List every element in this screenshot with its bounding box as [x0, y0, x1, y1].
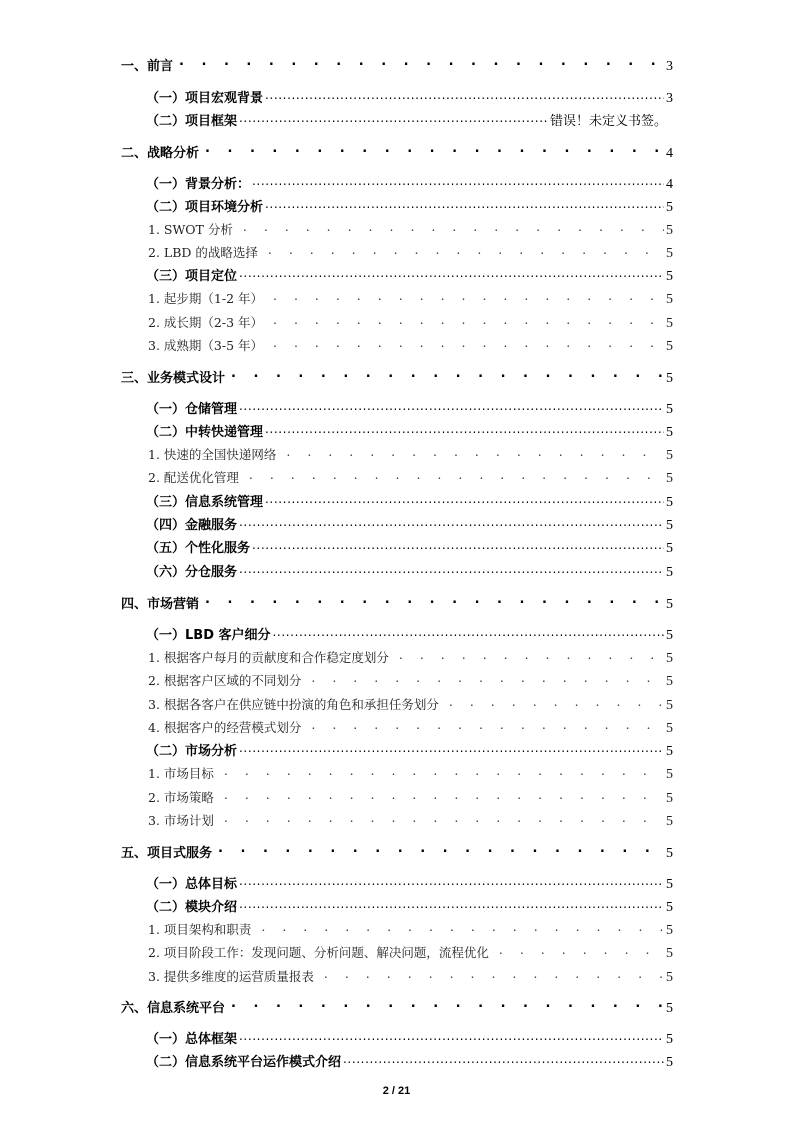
toc-entry[interactable]: [148, 920, 673, 939]
dot-leader: [214, 844, 664, 857]
toc-entry-page: 4: [666, 146, 673, 161]
toc-entry[interactable]: [146, 873, 673, 893]
dot-leader: [216, 766, 664, 779]
toc-entry-label: （一）项目宏观背景: [146, 91, 264, 106]
toc-entry-label: 1. 项目架构和职责: [148, 922, 252, 937]
dot-leader: [239, 112, 548, 125]
dot-leader: [391, 650, 664, 663]
toc-entry-label: （三）信息系统管理: [146, 495, 264, 510]
dot-leader: [239, 1030, 664, 1043]
toc-entry-page: 5: [666, 448, 673, 463]
toc-entry-label: （二）市场分析: [146, 744, 238, 759]
toc-entry[interactable]: [148, 220, 673, 239]
toc-entry[interactable]: [148, 289, 673, 308]
toc-entry-label: （四）金融服务: [146, 518, 238, 533]
toc-entry-page: 5: [666, 200, 673, 215]
toc-entry[interactable]: [148, 336, 673, 355]
toc-entry-label: （二）模块介绍: [146, 900, 238, 915]
dot-leader: [441, 697, 664, 710]
toc-entry-label: 4. 根据客户的经营模式划分: [148, 720, 302, 735]
toc-entry[interactable]: [146, 265, 673, 285]
toc-entry[interactable]: [148, 695, 673, 714]
dot-leader: [265, 423, 664, 436]
toc-entry-page: 5: [666, 316, 673, 331]
toc-entry-page: 5: [666, 791, 673, 806]
toc-entry-label: 五、项目式服务: [121, 846, 213, 861]
toc-entry-label: （一）背景分析：: [146, 177, 251, 192]
toc-entry[interactable]: [146, 561, 673, 581]
toc-entry-strategy[interactable]: [121, 142, 673, 162]
page-number: 2 / 21: [382, 1085, 411, 1097]
dot-leader: [216, 790, 664, 803]
toc-entry[interactable]: [148, 811, 673, 830]
toc-entry[interactable]: [148, 764, 673, 783]
dot-leader: [239, 400, 664, 413]
toc-entry-label: 3. 成熟期（3-5 年）: [148, 338, 264, 353]
toc-entry-page: 5: [666, 767, 673, 782]
dot-leader: [239, 516, 664, 529]
dot-leader: [253, 922, 664, 935]
toc-entry[interactable]: [146, 537, 673, 557]
toc-entry[interactable]: [146, 491, 673, 511]
toc-entry-label: 3. 根据各客户在供应链中扮演的角色和承担任务划分: [148, 697, 439, 712]
dot-leader: [241, 470, 664, 483]
toc-entry-label: （一）总体框架: [146, 1032, 238, 1047]
dot-leader: [239, 898, 664, 911]
dot-leader: [265, 89, 664, 102]
toc-entry-label: （二）项目环境分析: [146, 200, 264, 215]
dot-leader: [227, 369, 664, 382]
toc-entry-page: 5: [666, 425, 673, 440]
toc-entry-label: （一）仓储管理: [146, 402, 238, 417]
toc-entry-page: 5: [666, 292, 673, 307]
dot-leader: [216, 813, 664, 826]
toc-entry-page: 5: [666, 628, 673, 643]
toc-entry-label: 2. 项目阶段工作：发现问题、分析问题、解决问题，流程优化: [148, 945, 489, 960]
toc-entry-preface[interactable]: [121, 55, 673, 75]
toc-entry-page: 5: [666, 518, 673, 533]
toc-entry-page: 5: [666, 402, 673, 417]
toc-entry-page: 5: [666, 721, 673, 736]
dot-leader: [316, 969, 664, 982]
toc-entry-page: 5: [666, 269, 673, 284]
toc-entry-marketing[interactable]: [121, 593, 673, 613]
toc-entry-label: 三、业务模式设计: [121, 371, 226, 386]
toc-entry[interactable]: [146, 398, 673, 418]
toc-entry[interactable]: [148, 788, 673, 807]
toc-entry-label: 3. 市场计划: [148, 813, 214, 828]
dot-leader: [239, 563, 664, 576]
dot-leader: [175, 57, 664, 70]
toc-entry-page: 5: [666, 877, 673, 892]
dot-leader: [273, 626, 664, 639]
dot-leader: [491, 945, 664, 958]
toc-entry-page: 5: [666, 565, 673, 580]
toc-entry-label: （二）信息系统平台运作模式介绍: [146, 1055, 342, 1070]
dot-leader: [278, 447, 664, 460]
dot-leader: [265, 291, 664, 304]
toc-entry-page: 5: [666, 246, 673, 261]
dot-leader: [303, 673, 664, 686]
dot-leader: [265, 493, 664, 506]
toc-entry-page: 5: [666, 946, 673, 961]
dot-leader: [303, 720, 664, 733]
toc-entry-label: （三）项目定位: [146, 269, 238, 284]
toc-entry[interactable]: [146, 624, 673, 644]
toc-entry-label: 二、战略分析: [121, 146, 200, 161]
toc-entry-label: 1. SWOT 分析: [148, 222, 233, 237]
toc-entry[interactable]: [146, 196, 673, 216]
toc-entry[interactable]: [148, 671, 673, 690]
toc-entry[interactable]: [146, 87, 673, 107]
dot-leader: [201, 144, 664, 157]
toc-entry-page: 5: [666, 651, 673, 666]
toc-entry-page: 5: [666, 1032, 673, 1047]
toc-entry-page: 5: [666, 923, 673, 938]
toc-entry-info-system[interactable]: [121, 997, 673, 1017]
toc-entry-page: 5: [666, 223, 673, 238]
toc-entry-label: （六）分仓服务: [146, 565, 238, 580]
toc-entry-label: 1. 起步期（1-2 年）: [148, 291, 264, 306]
toc-entry[interactable]: [146, 110, 667, 129]
toc-entry[interactable]: [146, 514, 673, 534]
toc-entry-page: 5: [666, 1055, 673, 1070]
dot-leader: [201, 595, 664, 608]
toc-entry-page: 5: [666, 371, 673, 386]
toc-entry-label: （二）中转快递管理: [146, 425, 264, 440]
toc-entry-page: 5: [666, 846, 673, 861]
dot-leader: [265, 315, 664, 328]
toc-entry-label: （二）项目框架: [146, 114, 238, 129]
dot-leader: [239, 267, 664, 280]
toc-entry-project-service[interactable]: [121, 842, 673, 862]
toc-entry[interactable]: [148, 243, 673, 262]
toc-entry[interactable]: [146, 1028, 673, 1048]
toc-entry-label: 2. 市场策略: [148, 790, 214, 805]
dot-leader: [343, 1053, 664, 1066]
toc-entry[interactable]: [146, 421, 673, 441]
dot-leader: [260, 245, 664, 258]
toc-entry-label: （一）总体目标: [146, 877, 238, 892]
toc-entry-page: 5: [666, 900, 673, 915]
dot-leader: [239, 875, 664, 888]
toc-entry-page: 5: [666, 541, 673, 556]
toc-entry[interactable]: [148, 313, 673, 332]
toc-entry-label: （一）LBD 客户细分: [146, 628, 271, 643]
dot-leader: [252, 539, 664, 552]
toc-entry-page: 5: [666, 339, 673, 354]
toc-entry-label: （五）个性化服务: [146, 541, 251, 556]
toc-entry[interactable]: [146, 896, 673, 916]
toc-entry[interactable]: [148, 648, 673, 667]
toc-entry-page: 5: [666, 970, 673, 985]
toc-entry-page: 5: [666, 495, 673, 510]
toc-entry[interactable]: [148, 718, 673, 737]
dot-leader: [227, 999, 664, 1012]
toc-entry-label: 六、信息系统平台: [121, 1001, 226, 1016]
toc-entry[interactable]: [148, 967, 673, 986]
toc-entry-page: 5: [666, 471, 673, 486]
toc-entry-label: 四、市场营销: [121, 597, 200, 612]
toc-entry-page: 4: [666, 177, 673, 192]
toc-entry-label: 3. 提供多维度的运营质量报表: [148, 969, 314, 984]
toc-entry[interactable]: [146, 173, 673, 193]
toc-entry[interactable]: [148, 468, 673, 487]
dot-leader: [235, 222, 664, 235]
toc-entry-label: 1. 根据客户每月的贡献度和合作稳定度划分: [148, 650, 389, 665]
toc-entry[interactable]: [146, 1051, 673, 1071]
toc-entry-page: 5: [666, 744, 673, 759]
toc-entry[interactable]: [146, 740, 673, 760]
dot-leader: [265, 338, 664, 351]
toc-entry-page: 3: [666, 59, 673, 74]
toc-entry-page: 5: [666, 814, 673, 829]
toc-entry-label: 2. 成长期（2-3 年）: [148, 315, 264, 330]
toc-entry[interactable]: [148, 943, 673, 962]
toc-entry-page: 5: [666, 698, 673, 713]
dot-leader: [265, 198, 664, 211]
toc-entry-label: 2. LBD 的战略选择: [148, 245, 258, 260]
toc-entry[interactable]: [148, 445, 673, 464]
toc-entry-business-model[interactable]: [121, 367, 673, 387]
toc-entry-label: 1. 快速的全国快递网络: [148, 447, 277, 462]
dot-leader: [239, 742, 664, 755]
toc-entry-error-text: 错误！未定义书签。: [549, 114, 667, 129]
toc-entry-label: 一、前言: [121, 59, 174, 74]
toc-entry-label: 2. 根据客户区域的不同划分: [148, 673, 302, 688]
dot-leader: [252, 175, 664, 188]
toc-entry-page: 5: [666, 1001, 673, 1016]
toc-entry-label: 2. 配送优化管理: [148, 470, 239, 485]
toc-entry-page: 5: [666, 597, 673, 612]
toc-entry-label: 1. 市场目标: [148, 766, 214, 781]
toc-entry-page: 5: [666, 674, 673, 689]
toc-entry-page: 3: [666, 91, 673, 106]
